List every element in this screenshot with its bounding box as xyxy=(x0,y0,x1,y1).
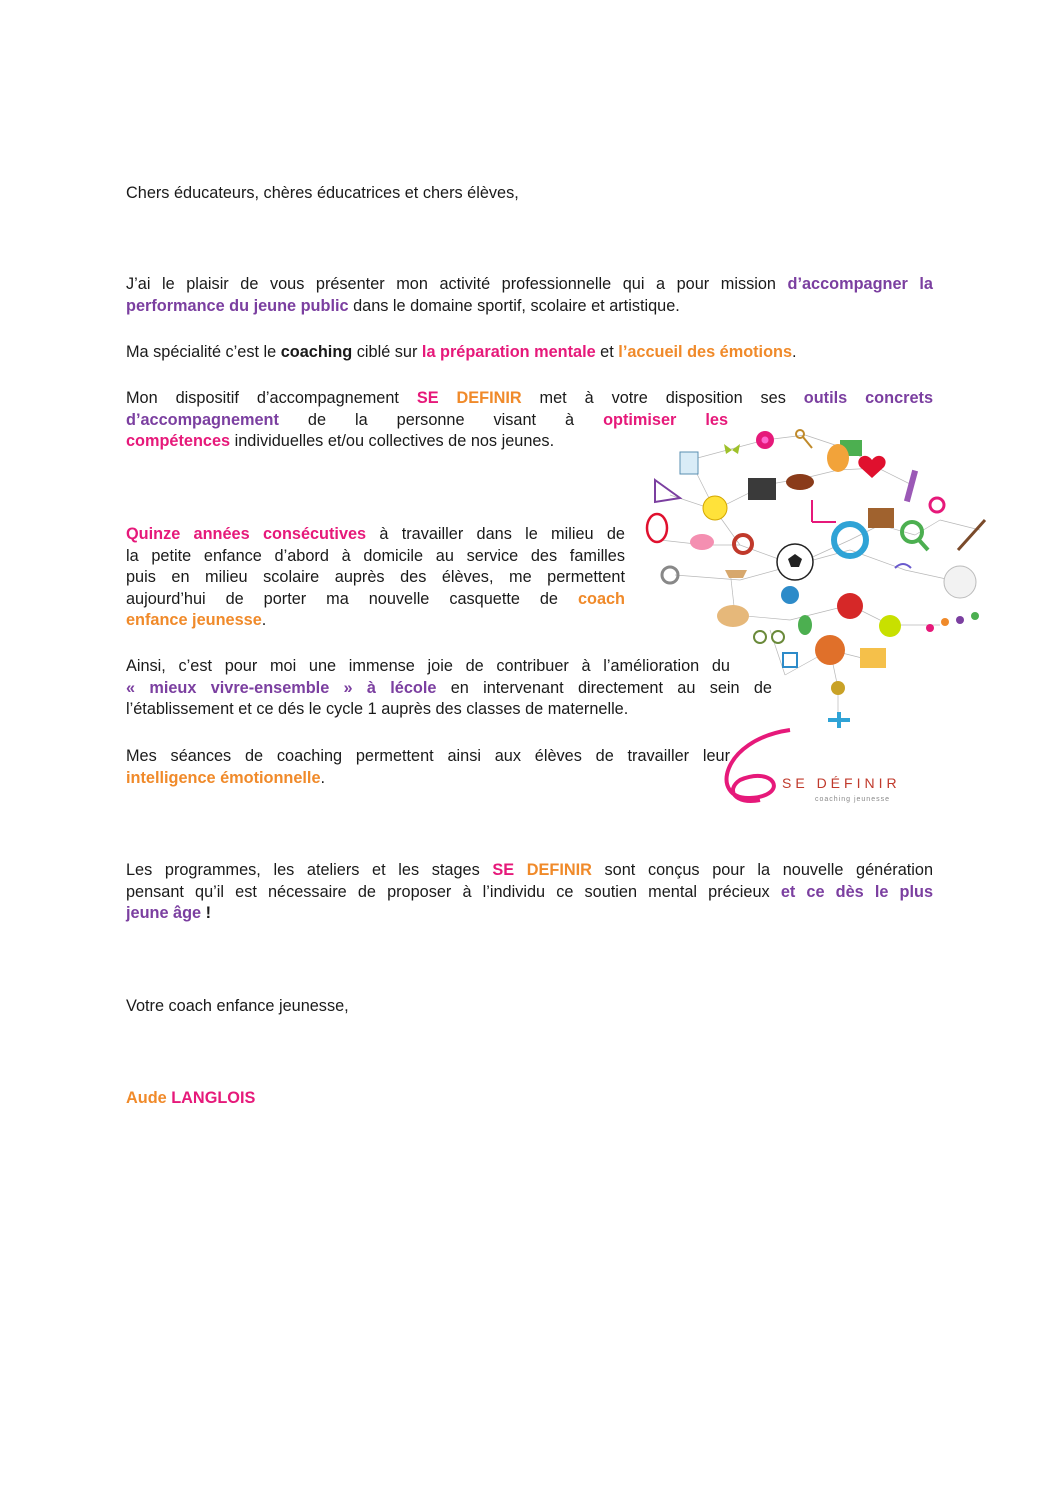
network-lines xyxy=(660,435,980,720)
paragraph-mission xyxy=(126,274,933,317)
se-definir-logo xyxy=(727,730,901,803)
lightbulb-icon xyxy=(703,496,727,520)
text: . xyxy=(261,611,267,629)
text: Ma spécialité c’est le xyxy=(126,343,281,361)
text: et xyxy=(595,343,619,361)
pencil-icon xyxy=(904,470,918,502)
signature xyxy=(126,1088,933,1110)
highlight-intelligence-emotionnelle: intelligence émotionnelle xyxy=(126,768,321,787)
greeting: Chers éducateurs, chères éducatrices et chers élèves, xyxy=(126,184,519,202)
globe-icon xyxy=(781,586,799,604)
american-football-icon xyxy=(786,474,814,490)
gear-red-icon xyxy=(734,535,752,553)
tennis-racket-icon xyxy=(647,514,667,542)
paragraph-experience xyxy=(126,524,625,632)
flower-icon xyxy=(756,431,774,449)
brand-definir: DEFINIR xyxy=(526,861,592,879)
chart-icon xyxy=(812,500,836,522)
highlight-competences: compétences xyxy=(126,432,231,450)
paragraph-programmes xyxy=(126,860,933,925)
highlight-accompagner: d’accompagner la xyxy=(787,275,933,293)
book-icon xyxy=(860,648,886,668)
text: . xyxy=(792,343,797,361)
highlight-mieux-vivre-ensemble: « mieux vivre-ensemble » à lécole xyxy=(126,678,437,697)
logo-brand: SE DÉFINIR xyxy=(782,775,901,791)
signature-first-name: Aude xyxy=(126,1089,167,1107)
basketball-icon xyxy=(815,635,845,665)
ruler-icon xyxy=(655,480,680,502)
brand-definir: DEFINIR xyxy=(456,389,522,407)
gear-small-icon xyxy=(930,498,944,512)
text: aujourd’hui de porter ma nouvelle casquette de xyxy=(126,589,578,608)
text: dans le domaine sportif, scolaire et artistique. xyxy=(348,296,680,315)
heart-icon xyxy=(858,456,885,478)
se-definir-illustration xyxy=(640,420,1000,820)
highlight-des-le-plus: et ce dès le plus xyxy=(780,882,933,901)
notebook-icon xyxy=(680,452,698,474)
boxing-glove-icon xyxy=(837,593,863,619)
music-notes-icon xyxy=(926,612,979,632)
text: l’établissement et ce dés le cycle 1 auprès des classes de maternelle. xyxy=(126,700,629,718)
brand-se: SE xyxy=(416,389,439,407)
ball-white-icon xyxy=(944,566,976,598)
text: . xyxy=(320,768,326,787)
text: à travailler dans le milieu de xyxy=(366,525,625,543)
brain-icon xyxy=(690,534,714,550)
compass-icon xyxy=(831,681,845,695)
signature-last-name: LANGLOIS xyxy=(171,1089,256,1107)
text: met à votre disposition ses xyxy=(521,389,804,407)
highlight-outils: outils concrets xyxy=(803,389,933,407)
closing: Votre coach enfance jeunesse, xyxy=(126,997,349,1015)
brand-se: SE xyxy=(492,861,515,879)
text: Mes séances de coaching permettent ainsi aux élèves de travailler leur xyxy=(126,747,730,765)
boat-icon xyxy=(725,570,747,578)
box-icon xyxy=(783,653,797,667)
highlight-preparation-mentale: la préparation mentale xyxy=(421,343,596,361)
magnifier-icon xyxy=(902,522,928,550)
highlight-accueil-emotions: l’accueil des émotions xyxy=(618,343,793,361)
exclamation: ! xyxy=(201,904,212,922)
text: puis en milieu scolaire auprès des élèves, me permettent xyxy=(126,568,625,586)
logo-swirl-icon xyxy=(727,730,790,801)
text: en intervenant directement au sein de xyxy=(436,678,772,697)
text: pensant qu’il est nécessaire de proposer à l’individu ce soutien mental précieux xyxy=(126,882,781,901)
text: Les programmes, les ateliers et les stages xyxy=(126,861,493,879)
guitar-icon xyxy=(798,615,812,635)
text: J’ai le plaisir de vous présenter mon activité professionnelle qui a pour mission xyxy=(126,275,788,293)
text: la petite enfance d’abord à domicile au service des familles xyxy=(126,546,625,565)
highlight-coaching: coaching xyxy=(280,343,353,361)
text: ciblé sur xyxy=(352,343,422,361)
highlight-jeune-age: jeune âge xyxy=(126,904,202,922)
palette-icon xyxy=(717,605,749,627)
airplane-icon xyxy=(828,712,850,728)
paintbrush-icon xyxy=(958,520,985,550)
tennis-ball-icon xyxy=(879,615,901,637)
monitor-icon xyxy=(748,478,776,500)
highlight-optimiser: optimiser les xyxy=(603,410,728,429)
text: de la personne visant à xyxy=(278,410,604,429)
logo-tagline: coaching jeunesse xyxy=(815,796,890,803)
highlight-coach: coach xyxy=(577,589,625,608)
text: Ainsi, c’est pour moi une immense joie de contribuer à l’amélioration du xyxy=(126,657,730,675)
highlight-accompagnement: d’accompagnement xyxy=(126,410,279,429)
key-icon xyxy=(796,430,812,448)
suitcase-icon xyxy=(868,508,894,528)
text: individuelles et/ou collectives de nos jeunes. xyxy=(230,432,555,450)
text: Mon dispositif d’accompagnement xyxy=(126,389,417,407)
highlight-quinze-annees: Quinze années consécutives xyxy=(126,525,367,543)
soccer-ball-icon xyxy=(777,544,813,580)
text: sont conçus pour la nouvelle génération xyxy=(591,861,934,879)
highlight-enfance-jeunesse: enfance jeunesse xyxy=(126,611,262,629)
bicycle-icon xyxy=(754,631,784,643)
highlight-performance: performance du jeune public xyxy=(126,296,349,315)
hot-air-balloon-icon xyxy=(827,444,849,472)
paragraph-specialite xyxy=(126,342,933,364)
